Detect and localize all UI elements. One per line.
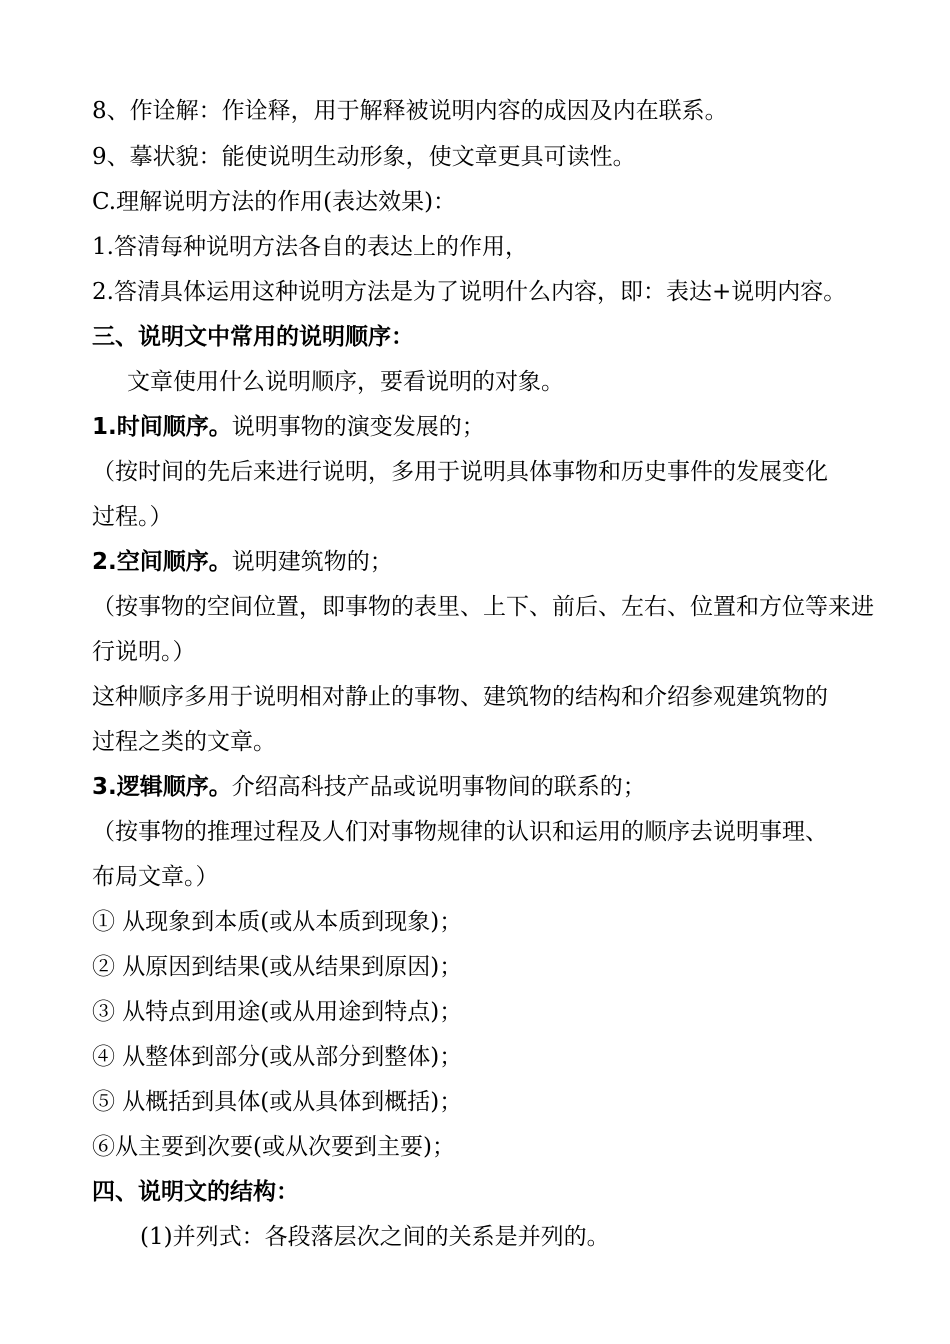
text-line-method-9: 9、摹状貌：能使说明生动形象，使文章更具可读性。 [92, 144, 636, 170]
list-item-4: ④ 从整体到部分(或从部分到整体)； [92, 1044, 463, 1070]
text-line-logic-explain-cont: 布局文章。） [92, 864, 219, 890]
order-logic-title: 3.逻辑顺序。 [92, 774, 232, 800]
text-line-section-c: C.理解说明方法的作用(表达效果)： [92, 189, 457, 215]
text-line-logic-explain: （按事物的推理过程及人们对事物规律的认识和运用的顺序去说明事理、 [92, 819, 828, 845]
section-heading-3: 三、说明文中常用的说明顺序： [92, 324, 414, 350]
text-line-space-explain: （按事物的空间位置，即事物的表里、上下、前后、左右、位置和方位等来进 [92, 594, 874, 620]
order-logic [92, 772, 646, 802]
text-line-space-explain-cont: 行说明。） [92, 639, 196, 665]
text-line-time-explain-cont: 过程。） [92, 504, 173, 530]
text-line-space-usage-cont: 过程之类的文章。 [92, 729, 276, 755]
text-line-c-1: 1.答清每种说明方法各自的表达上的作用， [92, 234, 528, 260]
list-item-3: ③ 从特点到用途(或从用途到特点)； [92, 999, 463, 1025]
list-item-1: ① 从现象到本质(或从本质到现象)； [92, 909, 463, 935]
order-space-title: 2.空间顺序。 [92, 549, 232, 575]
list-item-6: ⑥从主要到次要(或从次要到主要)； [92, 1134, 455, 1160]
order-time-desc: 说明事物的演变发展的； [231, 414, 485, 440]
text-line-structure-1: (1)并列式：各段落层次之间的关系是并列的。 [140, 1224, 610, 1250]
list-item-5: ⑤ 从概括到具体(或从具体到概括)； [92, 1089, 463, 1115]
order-time-title: 1.时间顺序。 [92, 414, 232, 440]
text-line-method-8: 8、作诠解：作诠释，用于解释被说明内容的成因及内在联系。 [92, 98, 728, 124]
text-line-intro: 文章使用什么说明顺序，要看说明的对象。 [127, 369, 564, 395]
order-time [92, 412, 485, 442]
list-item-2: ② 从原因到结果(或从结果到原因)； [92, 954, 463, 980]
section-heading-4: 四、说明文的结构： [92, 1179, 299, 1205]
text-line-c-2: 2.答清具体运用这种说明方法是为了说明什么内容，即：表达+说明内容。 [92, 279, 847, 305]
order-space-desc: 说明建筑物的； [231, 549, 393, 575]
text-line-space-usage: 这种顺序多用于说明相对静止的事物、建筑物的结构和介绍参观建筑物的 [92, 684, 828, 710]
text-line-time-explain: （按时间的先后来进行说明，多用于说明具体事物和历史事件的发展变化 [92, 459, 828, 485]
order-logic-desc: 介绍高科技产品或说明事物间的联系的； [231, 774, 646, 800]
order-space [92, 547, 393, 577]
